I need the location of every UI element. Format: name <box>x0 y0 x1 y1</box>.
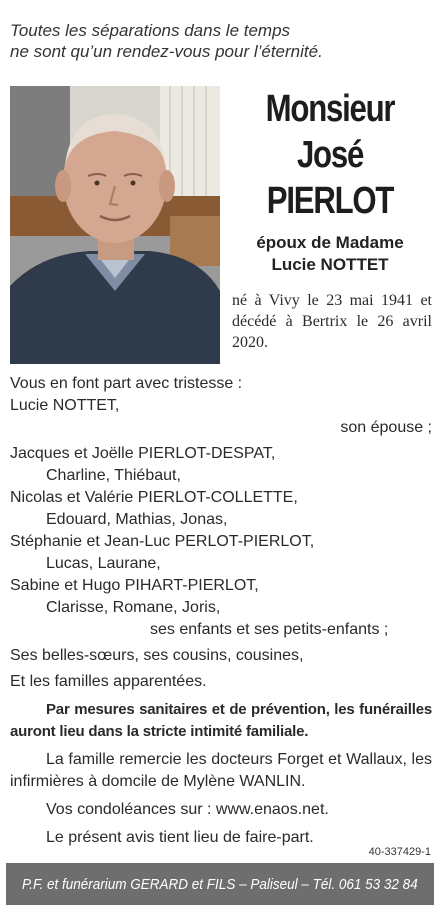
thanks-text: La famille remercie les docteurs Forget et Wallaux, les infirmières à domcile de Mylène WANLIN. <box>10 751 432 790</box>
siblings-text: Ses belles-sœurs, ses cousins, cousines, <box>10 647 304 664</box>
sanitary-notice: Par mesures sanitaires et de prévention, les funérailles auront lieu dans la stricte intimité familiale. <box>10 701 432 740</box>
intro-text: Vous en font part avec tristesse : <box>10 375 243 392</box>
deceased-name <box>228 86 432 224</box>
announcement-body <box>10 373 432 849</box>
deceased-last-name: PIERLOT <box>266 180 394 222</box>
spouse-role: son épouse ; <box>340 419 432 436</box>
quote-line-2: ne sont qu’un rendez-vous pour l’éternité. <box>10 42 323 61</box>
family-children: Edouard, Mathias, Jonas, <box>46 511 228 528</box>
birth-death-info: né à Vivy le 23 mai 1941 et décédé à Bertrix le 26 avril 2020. <box>232 292 432 351</box>
spouse-name: Lucie NOTTET, <box>10 397 120 414</box>
family-parents: Jacques et Joëlle PIERLOT-DESPAT, <box>10 445 276 462</box>
spouse-line-1: époux de Madame <box>256 233 404 252</box>
funeral-home-text: P.F. et funérarium GERARD et FILS – Paliseul – Tél. 061 53 32 84 <box>22 875 418 893</box>
family-children: Clarisse, Romane, Joris, <box>46 599 221 616</box>
deceased-first-name: José <box>296 134 364 176</box>
family-children: Lucas, Laurane, <box>46 555 161 572</box>
family-children: Charline, Thiébaut, <box>46 467 181 484</box>
epitaph-quote <box>10 20 430 62</box>
portrait-photo <box>10 86 220 364</box>
family-parents: Stéphanie et Jean-Luc PERLOT-PIERLOT, <box>10 533 315 550</box>
deceased-title: Monsieur <box>265 88 395 130</box>
notice-text: Le présent avis tient lieu de faire-part. <box>46 829 314 846</box>
family-parents: Nicolas et Valérie PIERLOT-COLLETTE, <box>10 489 298 506</box>
relatives-text: Et les familles apparentées. <box>10 673 207 690</box>
spouse-line-2: Lucie NOTTET <box>271 255 389 274</box>
children-role: ses enfants et ses petits-enfants ; <box>150 621 389 638</box>
quote-line-1: Toutes les séparations dans le temps <box>10 21 291 40</box>
reference-number: 40-337429-1 <box>368 846 431 858</box>
spouse-info <box>228 232 432 276</box>
condolences-text: Vos condoléances sur : www.enaos.net. <box>46 801 329 818</box>
family-parents: Sabine et Hugo PIHART-PIERLOT, <box>10 577 259 594</box>
funeral-home-banner <box>6 863 434 905</box>
